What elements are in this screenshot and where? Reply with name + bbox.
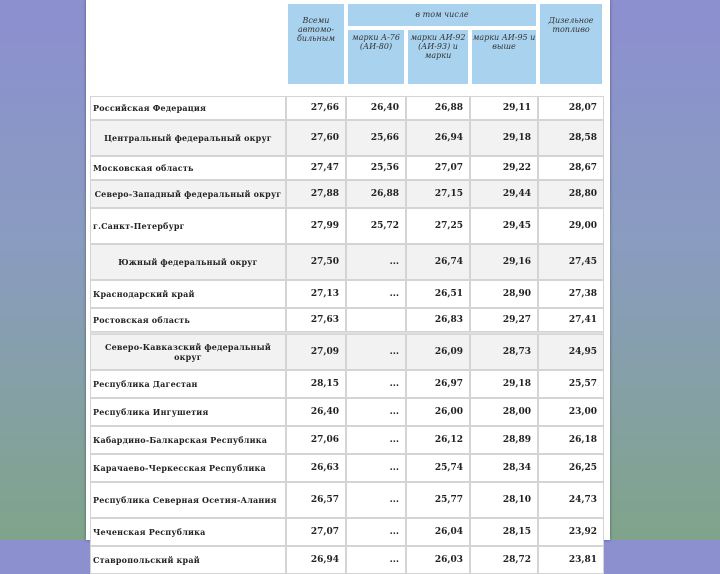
row-name: Московская область — [90, 156, 286, 180]
value-a95: 28,90 — [470, 280, 538, 308]
value-diesel: 23,92 — [538, 518, 604, 546]
row-name: Северо-Западный федеральный округ — [90, 180, 286, 208]
value-a92: 26,09 — [406, 334, 470, 370]
value-a92: 26,03 — [406, 546, 470, 574]
value-a95: 28,00 — [470, 398, 538, 426]
table-sheet — [86, 0, 610, 565]
header-all-fuel: Всеми автомо-бильным — [286, 2, 346, 86]
value-a95: 29,18 — [470, 370, 538, 398]
value-a95: 28,72 — [470, 546, 538, 574]
value-diesel: 24,95 — [538, 334, 604, 370]
value-a92: 27,25 — [406, 208, 470, 244]
value-a95: 29,22 — [470, 156, 538, 180]
value-diesel: 27,38 — [538, 280, 604, 308]
value-diesel: 28,07 — [538, 96, 604, 120]
value-a92: 26,74 — [406, 244, 470, 280]
row-name: Центральный федеральный округ — [90, 120, 286, 156]
value-all: 26,40 — [286, 398, 346, 426]
table-row — [90, 518, 604, 546]
value-a76: ... — [346, 398, 406, 426]
value-a76 — [346, 308, 406, 332]
row-name: Республика Северная Осетия-Алания — [90, 482, 286, 518]
value-a76: ... — [346, 518, 406, 546]
value-a95: 29,11 — [470, 96, 538, 120]
row-name: Северо-Кавказский федеральный округ — [90, 334, 286, 370]
value-diesel: 24,73 — [538, 482, 604, 518]
value-a92: 25,77 — [406, 482, 470, 518]
value-a92: 26,97 — [406, 370, 470, 398]
header-diesel: Дизельное топливо — [538, 2, 604, 86]
row-name: Республика Ингушетия — [90, 398, 286, 426]
value-all: 26,63 — [286, 454, 346, 482]
value-all: 26,57 — [286, 482, 346, 518]
value-diesel: 23,00 — [538, 398, 604, 426]
value-diesel: 27,45 — [538, 244, 604, 280]
value-diesel: 25,57 — [538, 370, 604, 398]
table-row — [90, 334, 604, 370]
value-a95: 28,15 — [470, 518, 538, 546]
value-a92: 25,74 — [406, 454, 470, 482]
table-row — [90, 208, 604, 244]
value-all: 27,63 — [286, 308, 346, 332]
value-all: 27,13 — [286, 280, 346, 308]
value-a95: 29,16 — [470, 244, 538, 280]
value-a92: 26,83 — [406, 308, 470, 332]
value-a95: 29,27 — [470, 308, 538, 332]
value-all: 27,07 — [286, 518, 346, 546]
value-diesel: 26,18 — [538, 426, 604, 454]
value-a76: 25,56 — [346, 156, 406, 180]
value-a76: 25,72 — [346, 208, 406, 244]
value-diesel: 28,80 — [538, 180, 604, 208]
row-name: Российская Федерация — [90, 96, 286, 120]
value-a92: 26,12 — [406, 426, 470, 454]
value-a76: ... — [346, 546, 406, 574]
value-a76: ... — [346, 454, 406, 482]
value-a76: ... — [346, 280, 406, 308]
value-all: 26,94 — [286, 546, 346, 574]
value-all: 27,88 — [286, 180, 346, 208]
table-row — [90, 454, 604, 482]
value-a76: ... — [346, 370, 406, 398]
value-diesel: 28,58 — [538, 120, 604, 156]
row-name: Южный федеральный округ — [90, 244, 286, 280]
row-name: Чеченская Республика — [90, 518, 286, 546]
header-a95: марки АИ-95 и выше — [470, 28, 538, 86]
value-diesel: 27,41 — [538, 308, 604, 332]
value-a76: 25,66 — [346, 120, 406, 156]
value-a92: 26,94 — [406, 120, 470, 156]
table-row — [90, 482, 604, 518]
value-a95: 28,10 — [470, 482, 538, 518]
table-row — [90, 280, 604, 308]
value-a95: 28,73 — [470, 334, 538, 370]
table-row — [90, 308, 604, 332]
header-blank — [90, 2, 286, 86]
table-row — [90, 244, 604, 280]
value-diesel: 28,67 — [538, 156, 604, 180]
table-row — [90, 180, 604, 208]
value-a76: ... — [346, 482, 406, 518]
table-row — [90, 370, 604, 398]
row-name: Ростовская область — [90, 308, 286, 332]
value-all: 27,99 — [286, 208, 346, 244]
value-all: 27,06 — [286, 426, 346, 454]
value-diesel: 23,81 — [538, 546, 604, 574]
value-a95: 29,44 — [470, 180, 538, 208]
fuel-price-table — [90, 2, 604, 574]
row-name: Краснодарский край — [90, 280, 286, 308]
row-name: Кабардино-Балкарская Республика — [90, 426, 286, 454]
value-all: 27,66 — [286, 96, 346, 120]
value-all: 27,47 — [286, 156, 346, 180]
row-name: г.Санкт-Петербург — [90, 208, 286, 244]
value-a76: ... — [346, 426, 406, 454]
table-row — [90, 426, 604, 454]
value-a92: 26,00 — [406, 398, 470, 426]
value-a95: 29,18 — [470, 120, 538, 156]
table-row — [90, 96, 604, 120]
value-a95: 29,45 — [470, 208, 538, 244]
value-a92: 26,51 — [406, 280, 470, 308]
value-a92: 26,04 — [406, 518, 470, 546]
value-a95: 28,89 — [470, 426, 538, 454]
header-including: в том числе — [346, 2, 538, 28]
value-all: 27,50 — [286, 244, 346, 280]
value-a92: 27,15 — [406, 180, 470, 208]
row-name: Ставропольский край — [90, 546, 286, 574]
value-diesel: 29,00 — [538, 208, 604, 244]
table-row — [90, 156, 604, 180]
header-a76: марки А-76 (АИ-80) — [346, 28, 406, 86]
table-row — [90, 398, 604, 426]
value-all: 28,15 — [286, 370, 346, 398]
table-row — [90, 546, 604, 574]
row-name: Карачаево-Черкесская Республика — [90, 454, 286, 482]
value-a76: ... — [346, 334, 406, 370]
header-a92: марки АИ-92 (АИ-93) и марки — [406, 28, 470, 86]
value-diesel: 26,25 — [538, 454, 604, 482]
value-a76: 26,40 — [346, 96, 406, 120]
value-a92: 26,88 — [406, 96, 470, 120]
value-a76: 26,88 — [346, 180, 406, 208]
value-a76: ... — [346, 244, 406, 280]
value-a95: 28,34 — [470, 454, 538, 482]
row-name: Республика Дагестан — [90, 370, 286, 398]
value-a92: 27,07 — [406, 156, 470, 180]
value-all: 27,60 — [286, 120, 346, 156]
table-row — [90, 120, 604, 156]
value-all: 27,09 — [286, 334, 346, 370]
